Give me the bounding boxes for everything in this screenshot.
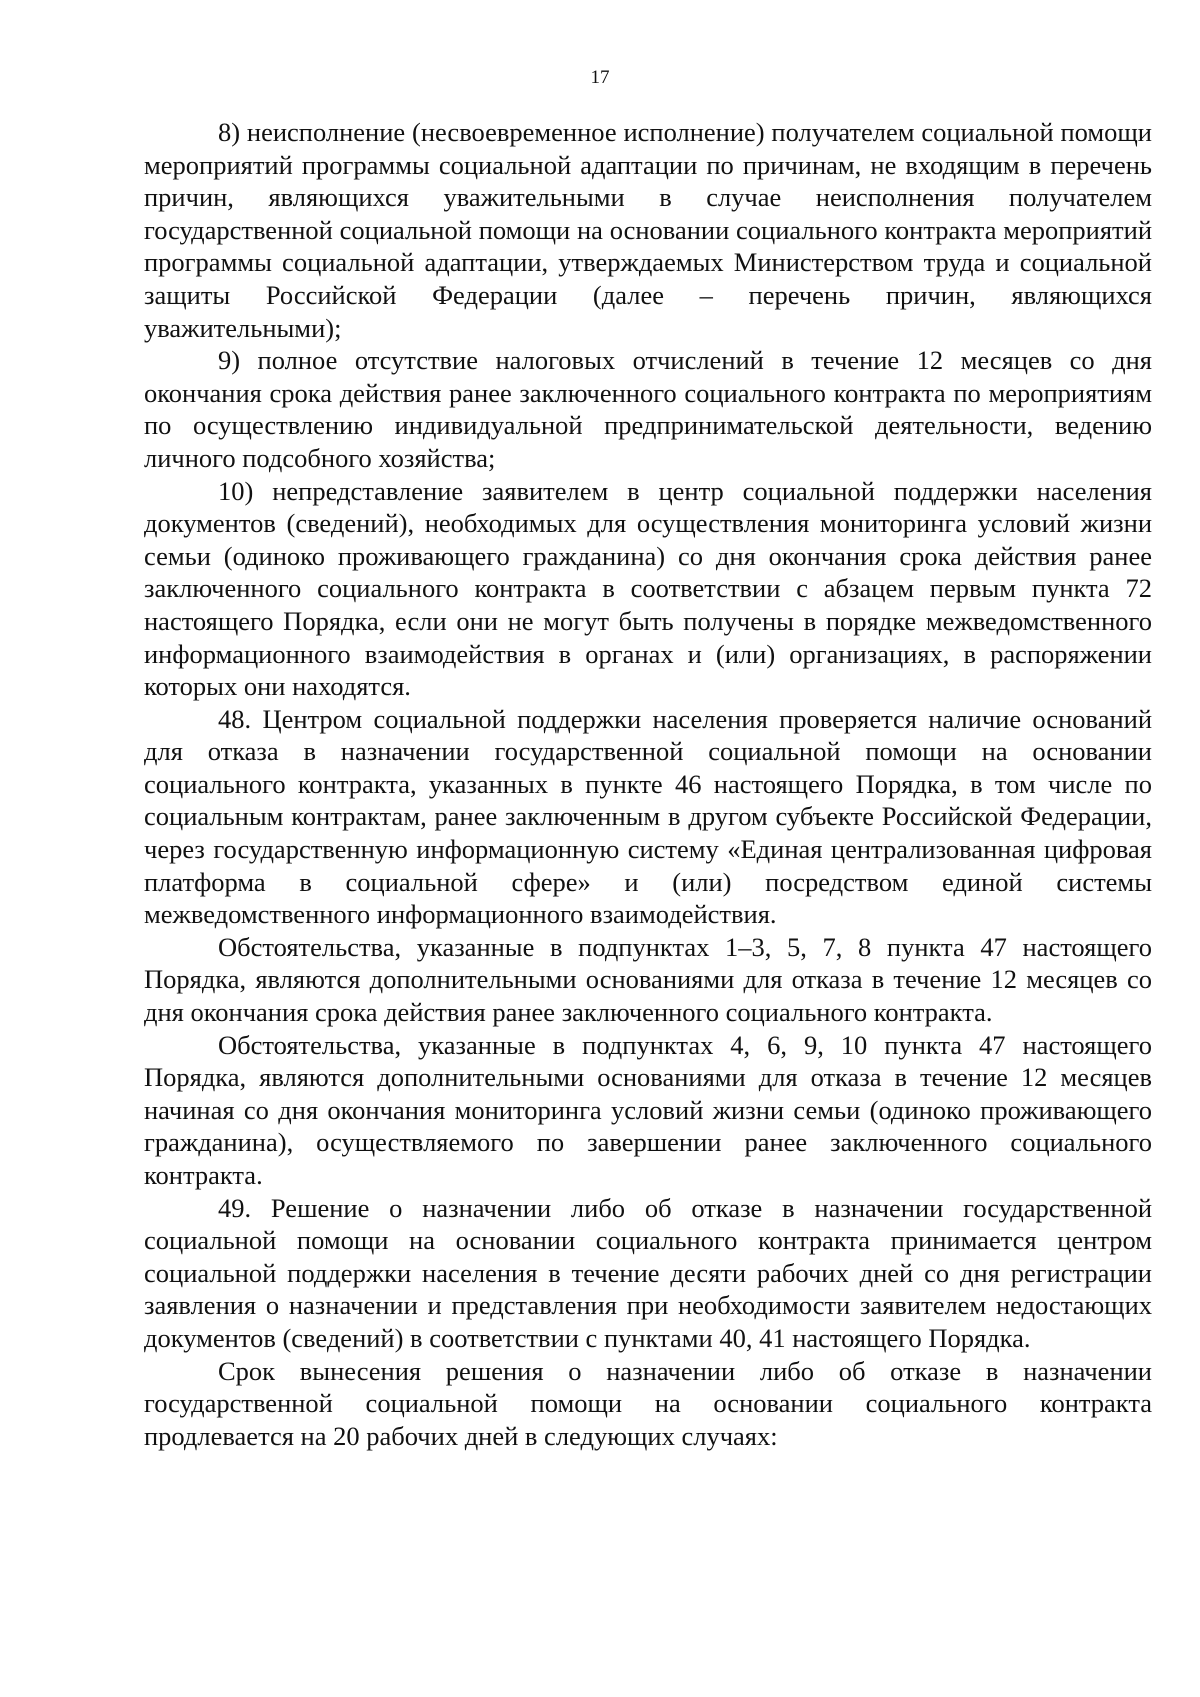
paragraph-item-10: 10) непредставление заявителем в центр социальной поддержки населения документов (сведений), необходимых для осуществления мониторинга условий жизни семьи (одиноко проживающего гражданина) со дня окончания срока действия ранее заключенного социального контракта в соответствии с абзацем первым пункта 72 настоящего Порядка, если они не могут быть получены в порядке межведомственного информационного взаимодействия в органах и (или) организациях, в распоряжении которых они находятся. (144, 475, 1152, 702)
paragraph-circumstances-2: Обстоятельства, указанные в подпунктах 4, 6, 9, 10 пункта 47 настоящего Порядка, являются дополнительными основаниями для отказа в течение 12 месяцев начиная со дня окончания мониторинга условий жизни семьи (одиноко проживающего гражданина), осуществляемого по завершении ранее заключенного социального контракта. (144, 1029, 1152, 1190)
paragraph-item-9: 9) полное отсутствие налоговых отчислений в течение 12 месяцев со дня окончания срока действия ранее заключенного социального контракта по мероприятиям по осуществлению индивидуальной предпринимательской деятельности, ведению личного подсобного хозяйства; (144, 345, 1152, 473)
paragraph-deadline-extension: Срок вынесения решения о назначении либо об отказе в назначении государственной социальной помощи на основании социального контракта продлевается на 20 рабочих дней в следующих случаях: (144, 1355, 1152, 1451)
page-number: 17 (590, 67, 610, 88)
paragraph-item-8: 8) неисполнение (несвоевременное исполнение) получателем социальной помощи мероприятий программы социальной адаптации по причинам, не входящим в перечень причин, являющихся уважительными в случае неисполнения получателем государственной социальной помощи на основании социального контракта мероприятий программы социальной адаптации, утверждаемых Министерством труда и социальной защиты Российской Федерации (далее – перечень причин, являющихся уважительными); (144, 117, 1152, 343)
paragraph-clause-49: 49. Решение о назначении либо об отказе в назначении государственной социальной помощи на основании социального контракта принимается центром социальной поддержки населения в течение десяти рабочих дней со дня регистрации заявления о назначении и представления при необходимости заявителем недостающих документов (сведений) в соответствии с пунктами 40, 41 настоящего Порядка. (144, 1192, 1152, 1353)
document-body (144, 116, 1152, 1452)
paragraph-clause-48: 48. Центром социальной поддержки населения проверяется наличие оснований для отказа в назначении государственной социальной помощи на основании социального контракта, указанных в пункте 46 настоящего Порядка, в том числе по социальным контрактам, ранее заключенным в другом субъекте Российской Федерации, через государственную информационную систему «Единая централизованная цифровая платформа в социальной сфере» и (или) посредством единой системы межведомственного информационного взаимодействия. (144, 703, 1152, 930)
paragraph-circumstances-1: Обстоятельства, указанные в подпунктах 1–3, 5, 7, 8 пункта 47 настоящего Порядка, являются дополнительными основаниями для отказа в течение 12 месяцев со дня окончания срока действия ранее заключенного социального контракта. (144, 931, 1152, 1028)
